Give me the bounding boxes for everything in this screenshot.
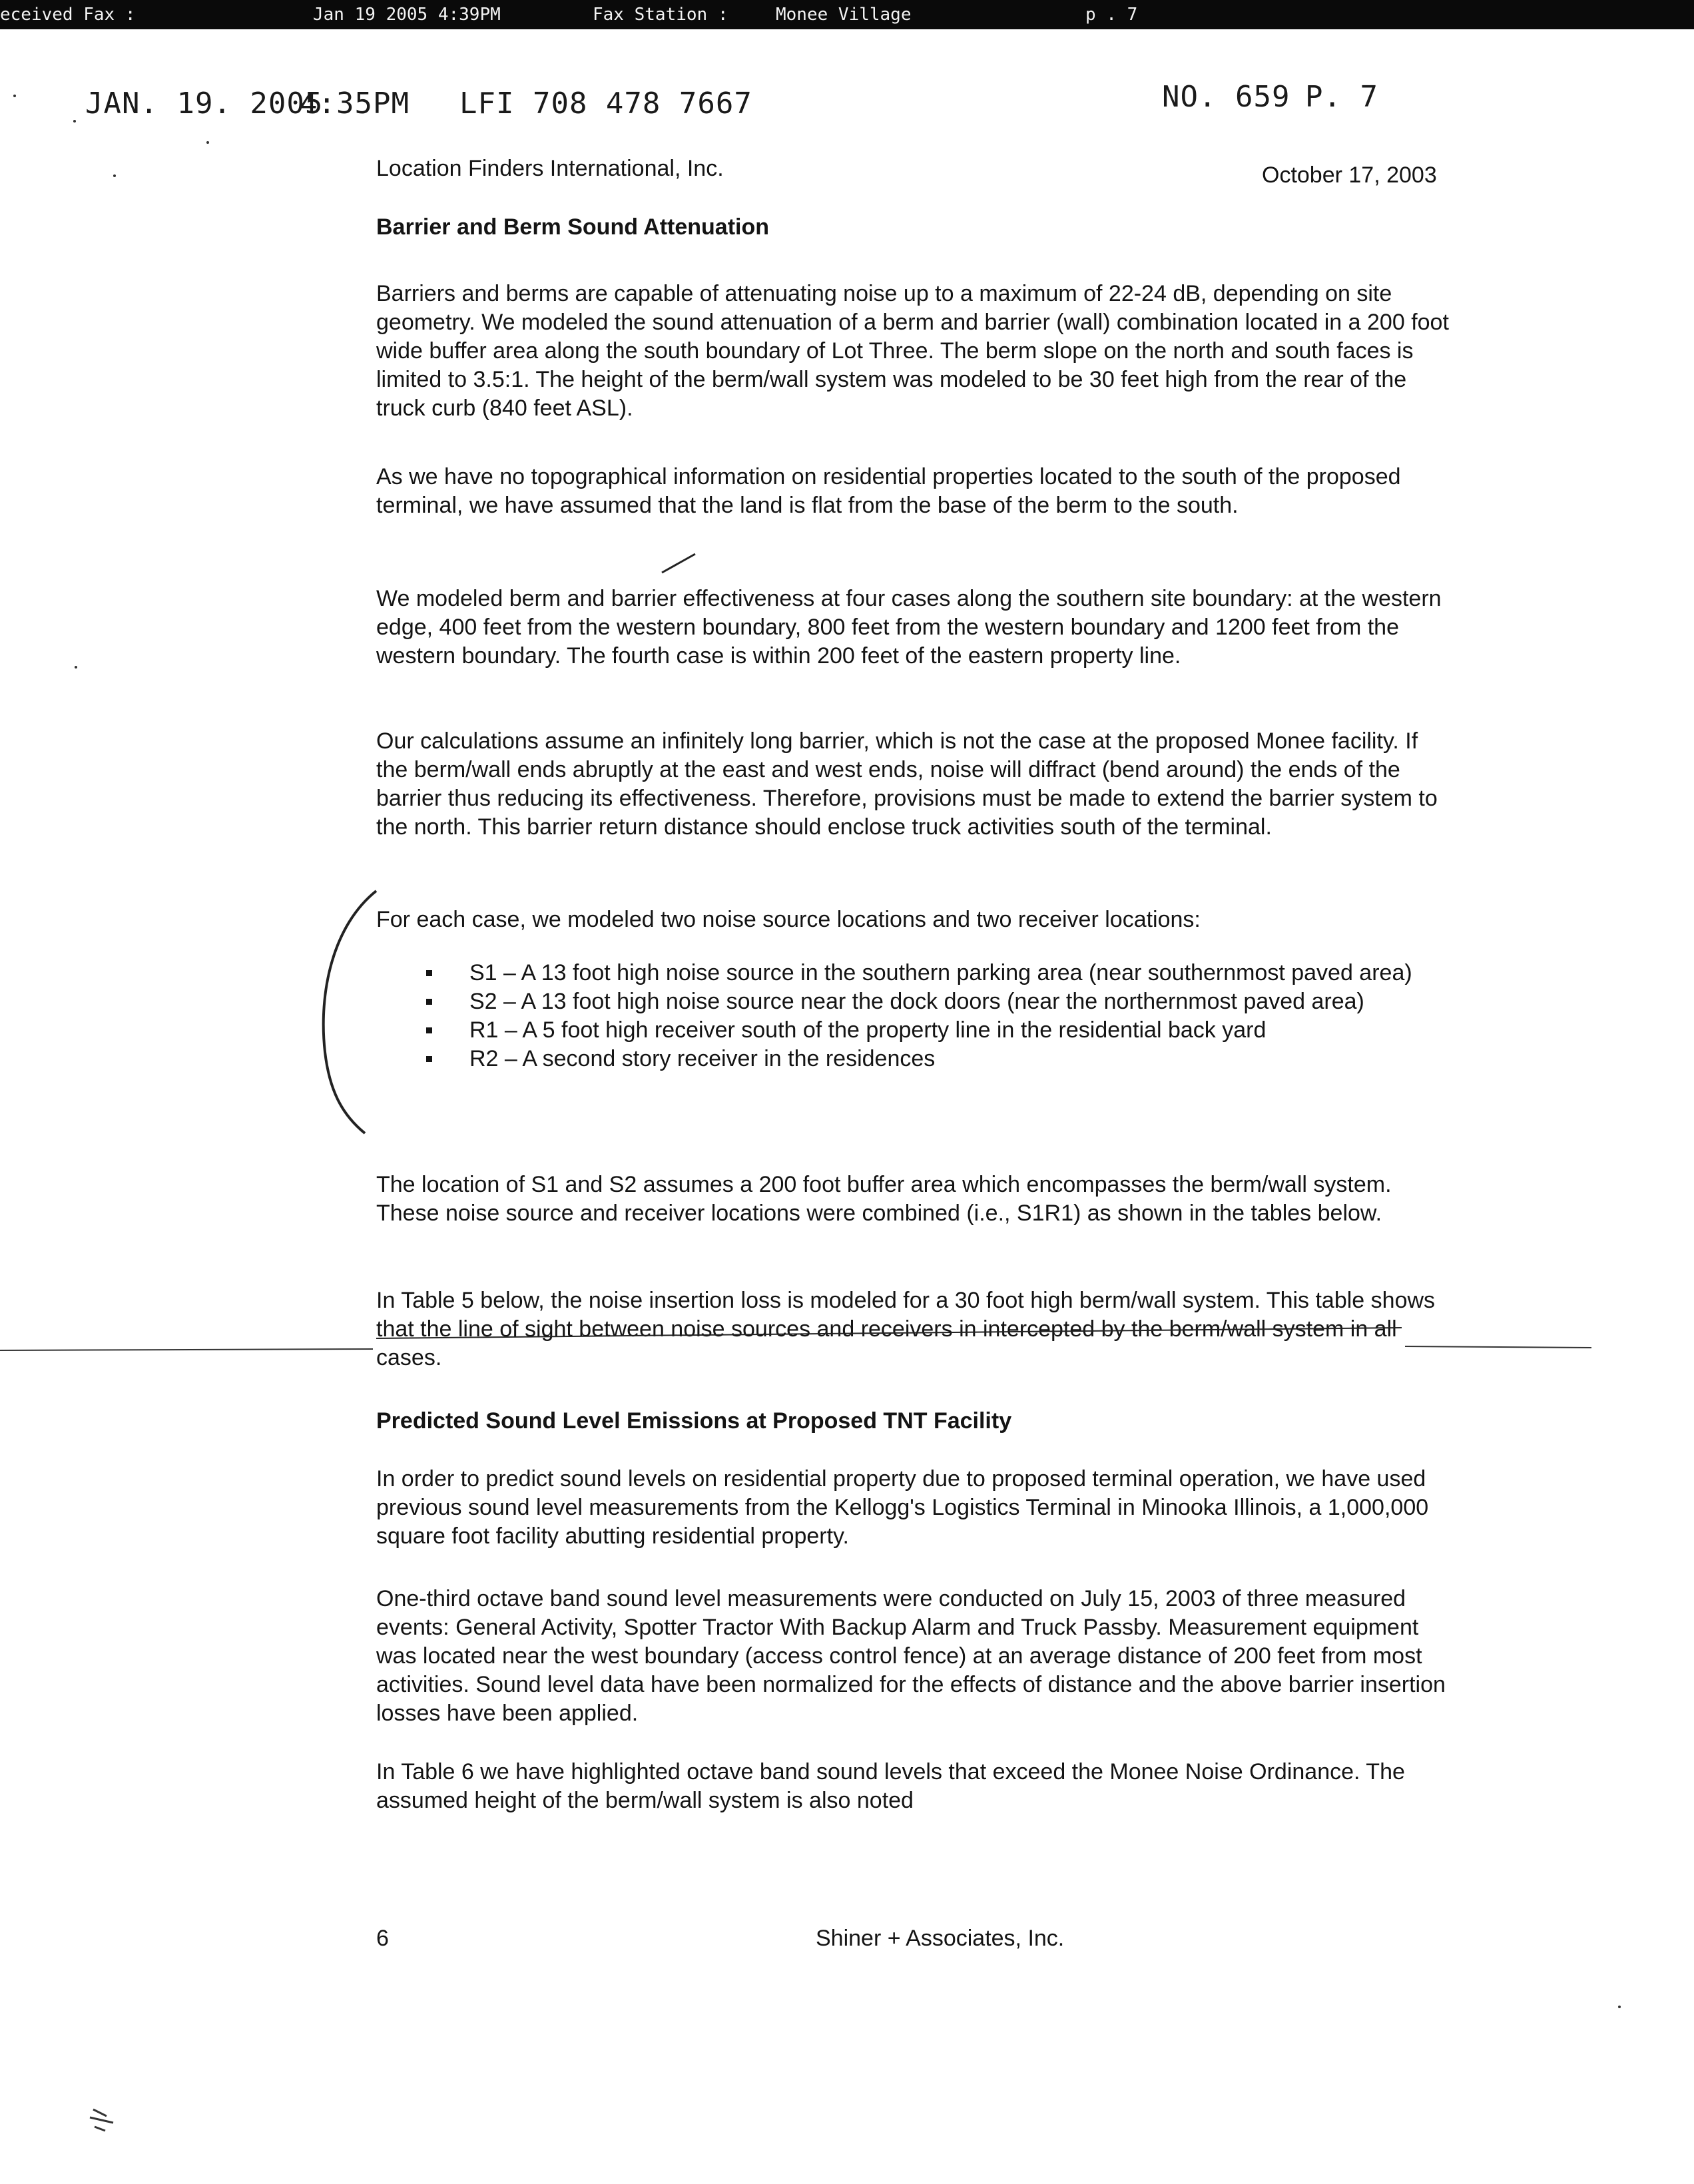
paragraph-barrier-intro: Barriers and berms are capable of attenuating noise up to a maximum of 22-24 dB, depending on site geometry. We modeled the sound attenuation of a berm and barrier (wall) combination located in a 200 foot wide buffer area along the south boundary of Lot Three. The berm slope on the north and south faces is limited to 3.5:1. The height of the berm/wall system was modeled to be 30 feet high from the rear of the truck curb (840 feet ASL). <box>376 281 1449 421</box>
scan-speck <box>75 666 77 669</box>
paragraph-table6: In Table 6 we have highlighted octave band sound levels that exceed the Monee Noise Ordinance. The assumed height of the berm/wall system is also noted <box>376 1759 1405 1813</box>
list-item <box>426 987 1465 1016</box>
list-item-text: S1 – A 13 foot high noise source in the southern parking area (near southernmost paved area) <box>469 960 1412 985</box>
footer-firm-name: Shiner + Associates, Inc. <box>816 1926 1065 1951</box>
fax-header-date: JAN. 19. 2005 <box>85 87 324 121</box>
fax-header-sender: LFI 708 478 7667 <box>459 87 752 121</box>
fax-header-time: 4:35PM <box>300 87 410 121</box>
paragraph-table5: In Table 5 below, the noise insertion loss is modeled for a 30 foot high berm/wall system. This table shows that the line of sight between noise sources and receivers in intercepted by the berm/wall system in all cases. <box>376 1288 1436 1370</box>
fax-station-name: Monee Village <box>776 5 912 25</box>
bullet-icon <box>426 1027 432 1033</box>
section-heading-predicted: Predicted Sound Level Emissions at Proposed TNT Facility <box>376 1408 1012 1434</box>
bullet-icon <box>426 1056 432 1062</box>
paragraph-buffer-area: The location of S1 and S2 assumes a 200 foot buffer area which encompasses the berm/wall system. These noise source and receiver locations were combined (i.e., S1R1) as shown in the tables below. <box>376 1172 1392 1226</box>
list-item <box>426 1016 1465 1045</box>
list-item <box>426 1045 1465 1073</box>
paragraph-infinite-barrier: Our calculations assume an infinitely long barrier, which is not the case at the proposed Monee facility. If the berm/wall ends abruptly at the east and west ends, noise will diffract (bend around) the ends of the barrier thus reducing its effectiveness. Therefore, provisions must be made to extend the barrier system to the north. This barrier return distance should enclose truck activities south of the terminal. <box>376 728 1438 840</box>
list-item <box>426 959 1465 987</box>
list-item-text: R2 – A second story receiver in the residences <box>469 1046 936 1071</box>
fax-header-number: NO. 659 <box>1162 80 1290 114</box>
handwritten-bracket-mark <box>313 886 393 1139</box>
handwritten-tick-mark <box>659 551 699 575</box>
paragraph-kelloggs: In order to predict sound levels on residential property due to proposed terminal operation, we have used previous sound level measurements from the Kellogg's Logistics Terminal in Minooka Illinois, a 1,000,000 square foot facility abutting residential property. <box>376 1466 1429 1549</box>
scan-speck <box>73 120 76 123</box>
scan-speck <box>13 95 16 97</box>
bullet-icon <box>426 999 432 1005</box>
paragraph-cases: We modeled berm and barrier effectiveness at four cases along the southern site boundary: at the western edge, 400 feet from the western boundary, 800 feet from the western boundary and 1200 feet from the western boundary. The fourth case is within 200 feet of the eastern property line. <box>376 586 1442 669</box>
section-heading-barrier: Barrier and Berm Sound Attenuation <box>376 214 770 240</box>
fax-station-label: Fax Station : <box>593 5 728 25</box>
paragraph-source-receiver: For each case, we modeled two noise source locations and two receiver locations: <box>376 907 1201 932</box>
scan-artifact-mark <box>87 2104 127 2137</box>
fax-datetime: Jan 19 2005 4:39PM <box>313 5 501 25</box>
fax-scan-line <box>0 1345 1694 1353</box>
list-item-text: R1 – A 5 foot high receiver south of the property line in the residential back yard <box>469 1017 1267 1043</box>
list-item-text: S2 – A 13 foot high noise source near the dock doors (near the northernmost paved area) <box>469 989 1364 1014</box>
paragraph-octave-measurements: One-third octave band sound level measurements were conducted on July 15, 2003 of three measured events: General Activity, Spotter Tractor With Backup Alarm and Truck Passby. Measurement equipment was located near the west boundary (access control fence) at an average distance of 200 feet from most activities. Sound level data have been normalized for the effects of distance and the above barrier insertion losses have been applied. <box>376 1586 1446 1726</box>
table-line-underline <box>370 1325 1408 1341</box>
scan-speck <box>206 141 209 144</box>
page-number: 6 <box>376 1926 389 1951</box>
bullet-icon <box>426 970 432 976</box>
scan-speck <box>1618 2006 1621 2008</box>
fax-received-label: eceived Fax : <box>0 5 136 25</box>
fax-page: p . 7 <box>1085 5 1138 25</box>
source-receiver-list <box>426 959 1465 1073</box>
fax-header-page: P. 7 <box>1305 80 1378 114</box>
company-name: Location Finders International, Inc. <box>376 156 724 181</box>
fax-transmission-bar <box>0 0 1694 29</box>
scan-speck <box>113 174 116 177</box>
paragraph-topography: As we have no topographical information on residential properties located to the south of the proposed terminal, we have assumed that the land is flat from the base of the berm to the south. <box>376 464 1401 518</box>
letter-date: October 17, 2003 <box>1262 162 1437 188</box>
